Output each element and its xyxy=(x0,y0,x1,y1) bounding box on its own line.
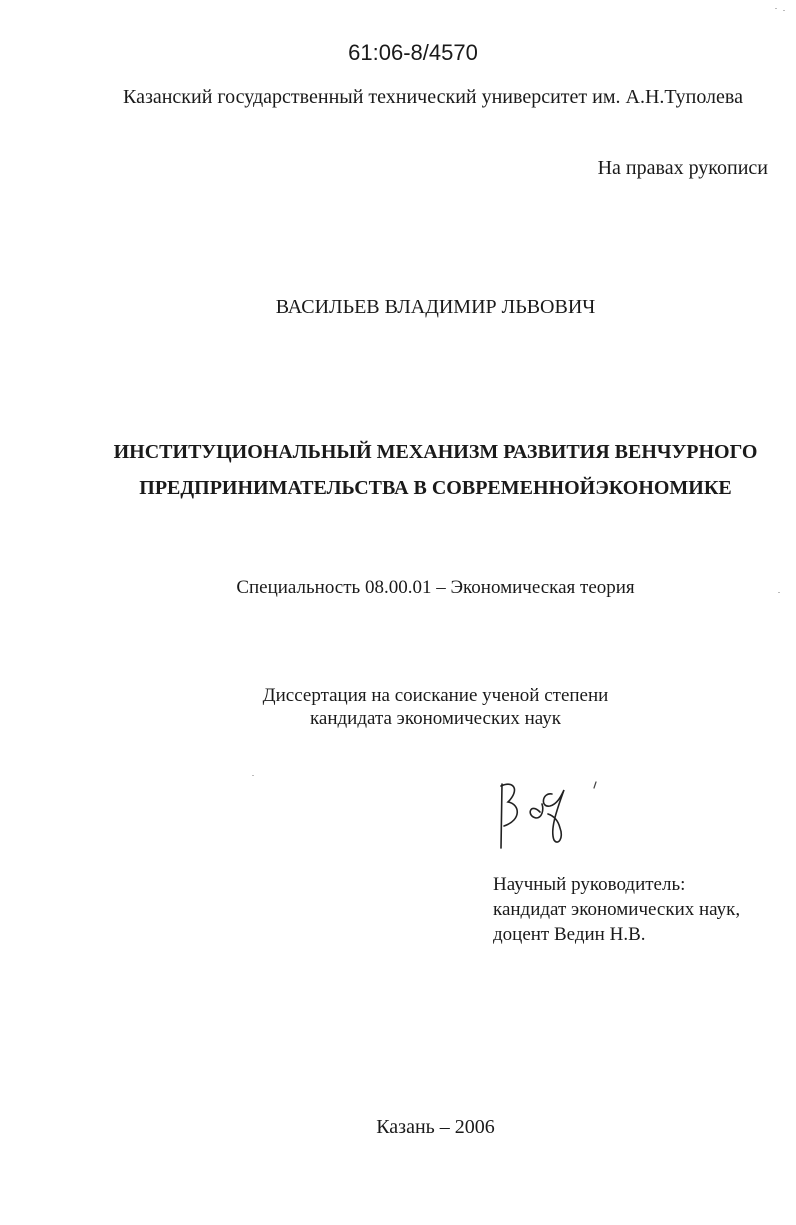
handwritten-signature xyxy=(496,772,616,856)
degree-line-1: Диссертация на соискание ученой степени xyxy=(262,685,609,706)
scan-speck xyxy=(778,592,780,593)
specialty-line: Специальность 08.00.01 – Экономическая теория xyxy=(236,577,635,598)
catalog-number: 61:06-8/4570 xyxy=(348,40,478,65)
degree-line-2: кандидата экономических наук xyxy=(309,708,562,729)
rights-notice: На правах рукописи xyxy=(597,157,768,179)
author-name: ВАСИЛЬЕВ ВЛАДИМИР ЛЬВОВИЧ xyxy=(275,296,596,318)
scan-speck xyxy=(783,10,785,11)
supervisor-line-3: доцент Ведин Н.В. xyxy=(493,924,646,945)
university-name: Казанский государственный технический университет им. А.Н.Туполева xyxy=(123,86,743,108)
scan-speck xyxy=(775,8,777,9)
supervisor-line-2: кандидат экономических наук, xyxy=(493,899,741,920)
title-line-2: ПРЕДПРИНИМАТЕЛЬСТВА В СОВРЕМЕННОЙЭКОНОМИКЕ xyxy=(139,477,732,499)
supervisor-line-1: Научный руководитель: xyxy=(493,874,686,895)
supervisor-block xyxy=(493,872,740,947)
city-year: Казань – 2006 xyxy=(376,1116,495,1138)
degree-statement xyxy=(0,684,796,730)
title-line-1: ИНСТИТУЦИОНАЛЬНЫЙ МЕХАНИЗМ РАЗВИТИЯ ВЕНЧУРНОГО xyxy=(113,441,758,463)
scan-speck xyxy=(252,775,254,776)
dissertation-title xyxy=(0,434,796,506)
